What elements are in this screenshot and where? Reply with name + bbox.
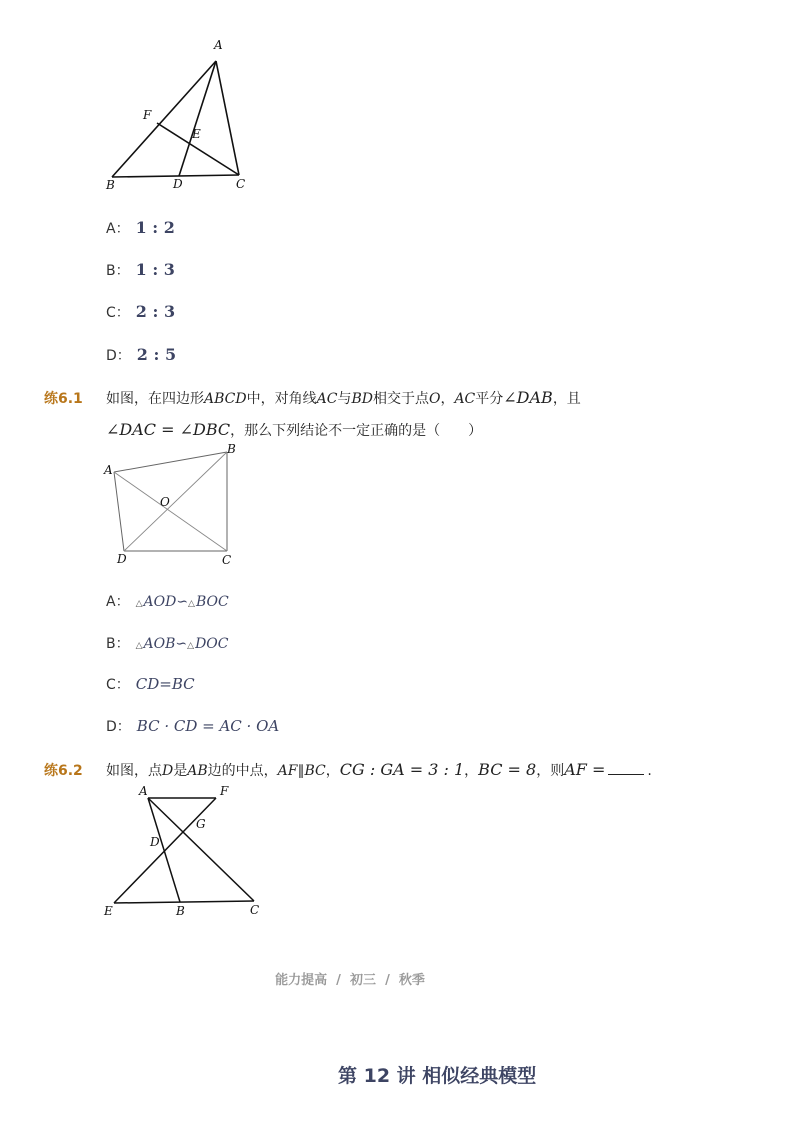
fig1-label-a: A <box>214 38 223 52</box>
question-6-1-line1: 如图，在四边形ABCD中，对角线AC与BD相交于点O，AC平分∠DAB，且 <box>106 388 581 407</box>
fig1-label-c: C <box>236 177 246 191</box>
question-number-6-2: 练6.2 <box>44 763 83 779</box>
fig62-label-e: E <box>104 904 113 918</box>
fig61-label-b: B <box>227 442 236 456</box>
fig1-label-d: D <box>173 177 183 191</box>
question-6-1-line2: ∠DAC = ∠DBC，那么下列结论不一定正确的是（ ） <box>106 420 483 439</box>
option-b[interactable]: B： 1 : 3 <box>106 260 175 279</box>
option-d[interactable]: D： 2 : 5 <box>106 345 177 364</box>
fig1-label-b: B <box>106 178 115 192</box>
fig61-label-c: C <box>222 553 232 567</box>
figure-parallel-lines <box>100 780 270 925</box>
fig61-label-a: A <box>104 463 113 477</box>
fig62-label-a: A <box>139 784 148 798</box>
q61-option-d[interactable]: D： BC · CD = AC · OA <box>106 717 280 735</box>
fig1-label-e: E <box>192 127 201 141</box>
figure-quadrilateral-abcd <box>100 440 250 570</box>
fig62-label-c: C <box>250 903 260 917</box>
q61-option-b[interactable]: B： △AOB∽△DOC <box>106 636 229 652</box>
q61-option-a[interactable]: A： △AOD∽△BOC <box>106 594 229 610</box>
fig1-label-f: F <box>143 108 152 122</box>
option-a[interactable]: A： 1 : 2 <box>106 218 175 237</box>
footer-breadcrumb: 能力提高 / 初三 / 秋季 <box>275 973 425 988</box>
fig62-label-b: B <box>176 904 185 918</box>
fig61-label-o: O <box>160 495 170 509</box>
q61-option-c[interactable]: C： CD=BC <box>106 675 195 693</box>
question-6-2-text: 如图，点D是AB边的中点，AF∥BC，CG : GA = 3 : 1，BC = 8，则AF = . <box>106 760 652 779</box>
footer-lecture-title: 第 12 讲 相似经典模型 <box>338 1065 537 1087</box>
option-c[interactable]: C： 2 : 3 <box>106 302 176 321</box>
fig62-label-g: G <box>196 817 206 831</box>
fig61-label-d: D <box>117 552 127 566</box>
fig62-label-d: D <box>150 835 160 849</box>
question-number-6-1: 练6.1 <box>44 391 83 407</box>
answer-blank[interactable] <box>608 762 644 775</box>
figure-triangle-abc <box>100 35 270 195</box>
fig62-label-f: F <box>220 784 229 798</box>
